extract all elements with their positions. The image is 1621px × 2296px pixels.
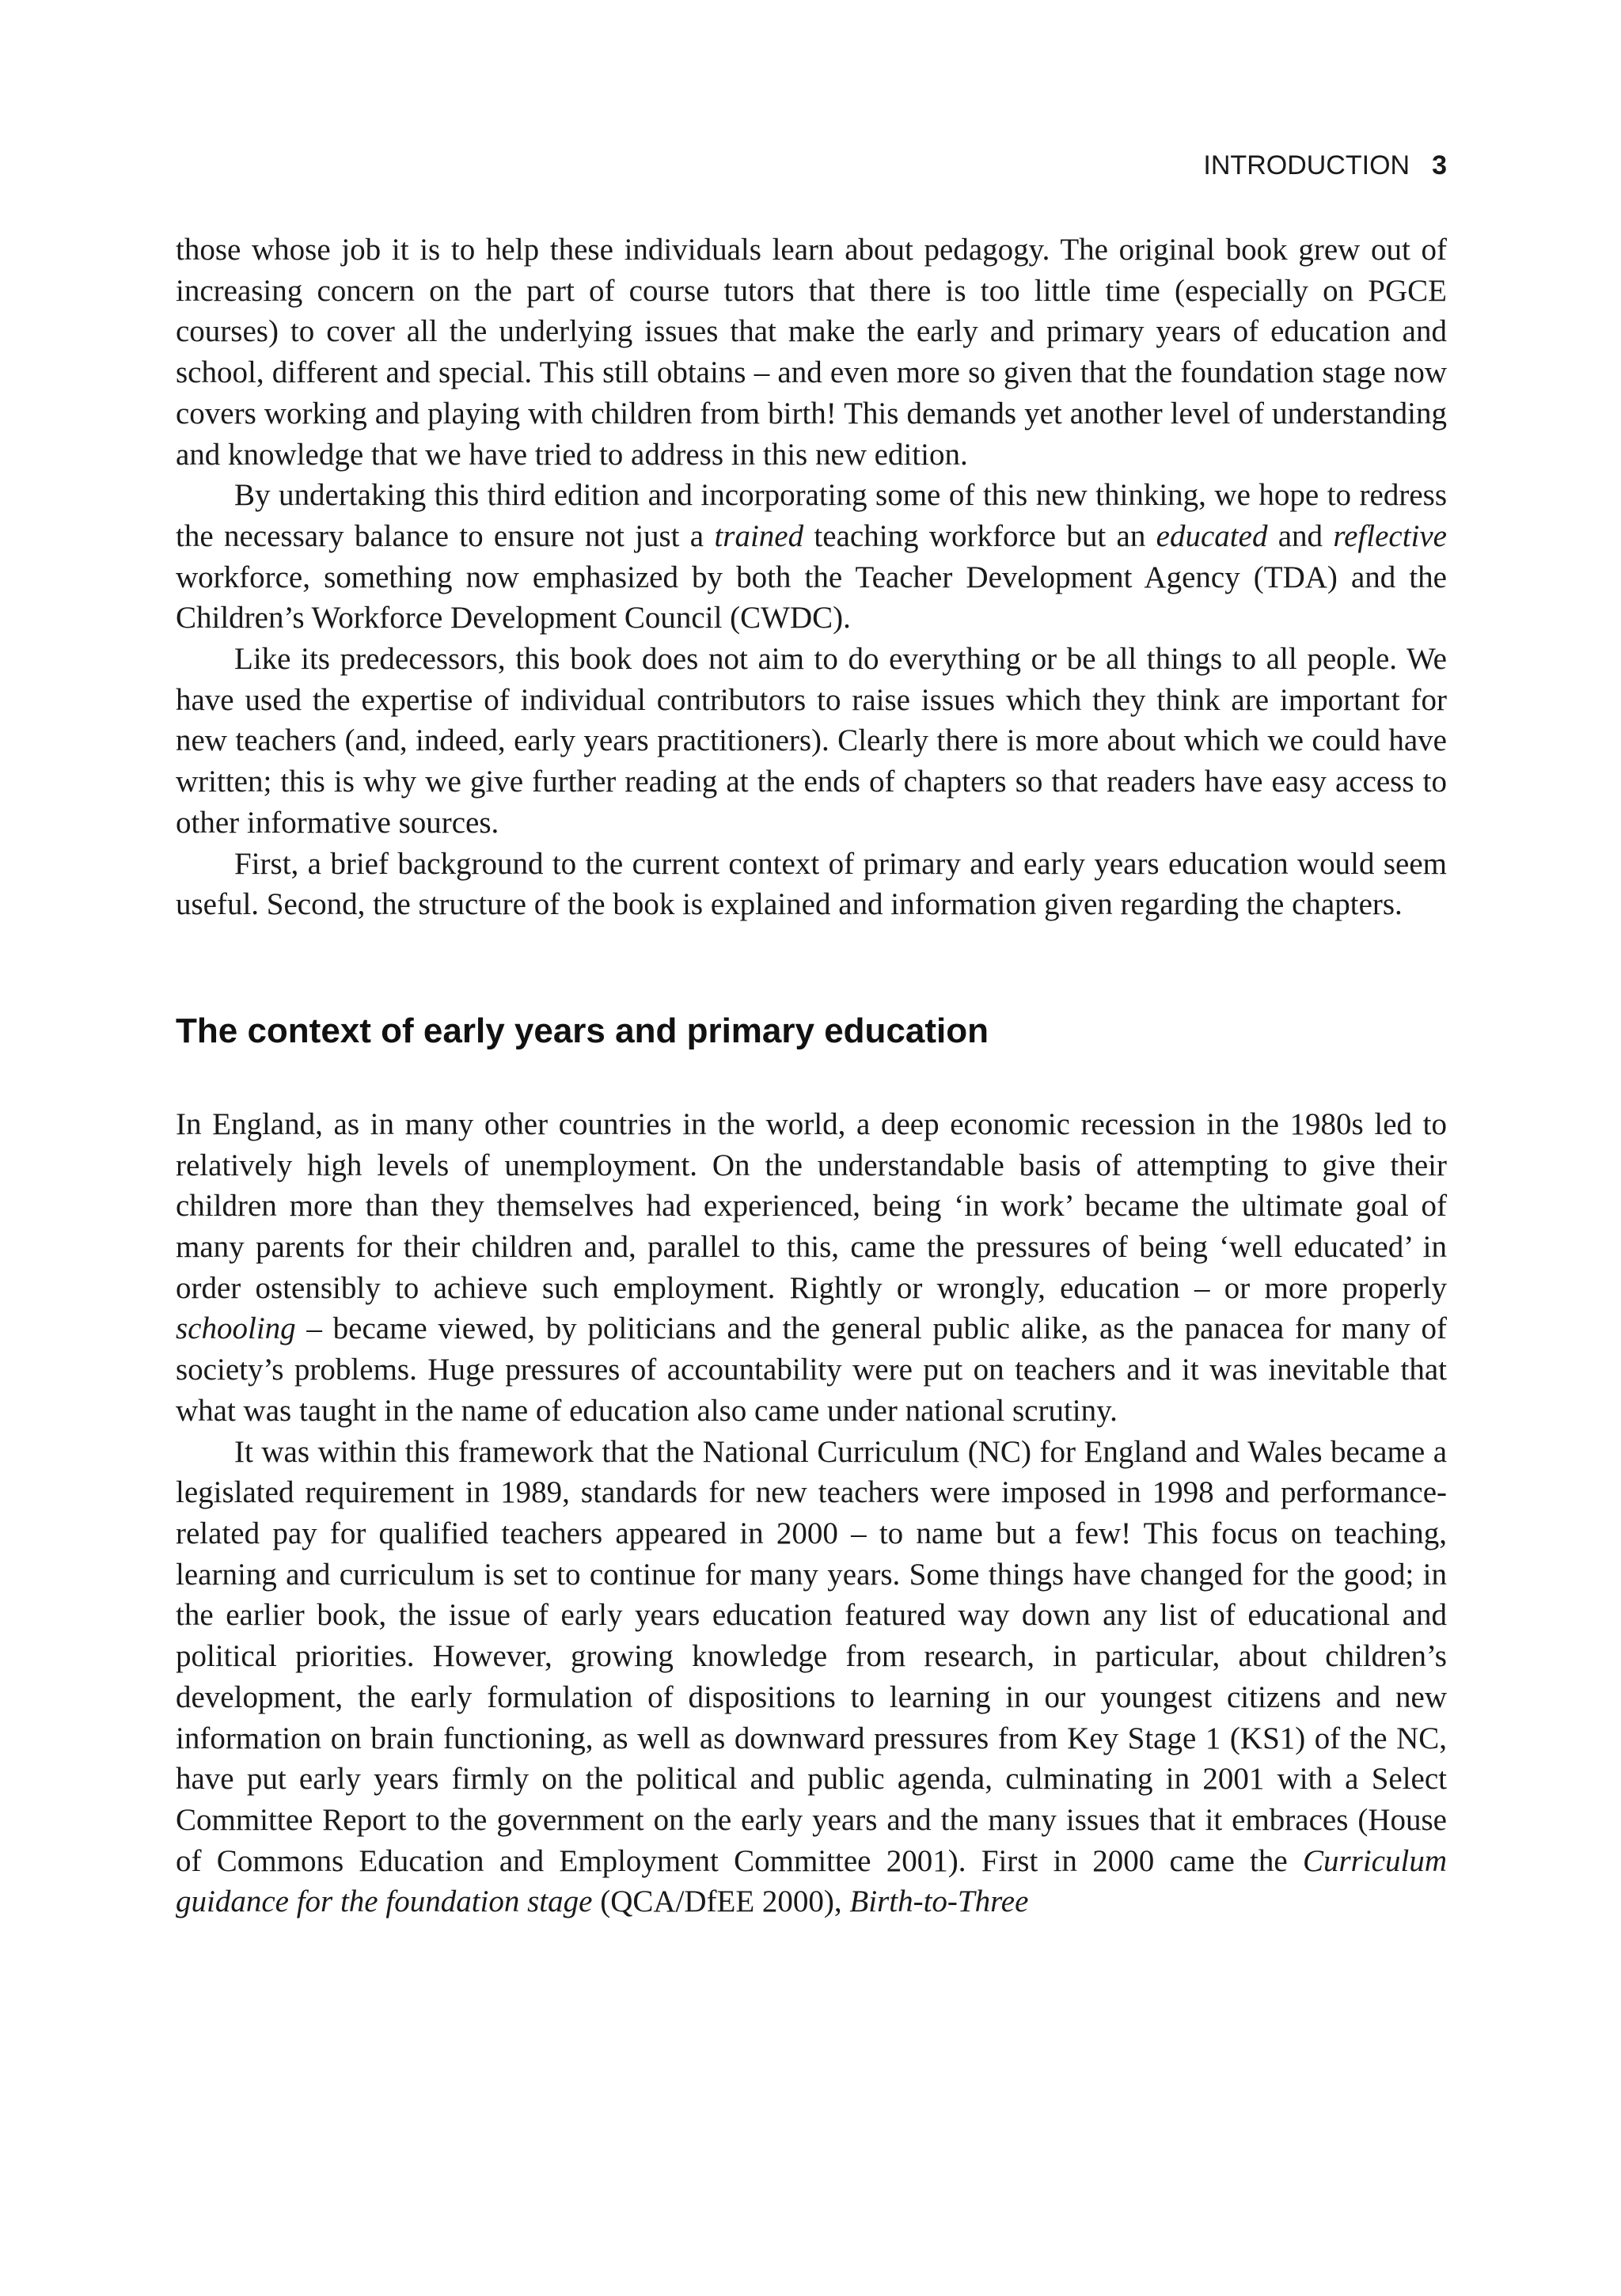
text-run: – became viewed, by politicians and the general public alike, as the panacea for many of society’s problems. Huge pressures of accountability were put on teachers and it was inevitable that what was taught in the name of education also came under national scrutiny. [176, 1311, 1447, 1428]
running-head-section: INTRODUCTION [1203, 150, 1410, 180]
text-run: workforce, something now emphasized by both the Teacher Development Agency (TDA) and the Children’s Workforce Development Council (CWDC). [176, 560, 1447, 636]
running-head [1203, 150, 1447, 181]
text-run: those whose job it is to help these individuals learn about pedagogy. The original book grew out of increasing concern on the part of course tutors that there is too little time (especially on PGCE courses) to cover all the underlying issues that make the early and primary years of education and school, different and special. This still obtains – and even more so given that the foundation stage now covers working and playing with children from birth! This demands yet another level of understanding and knowledge that we have tried to address in this new edition. [176, 233, 1447, 472]
italic-text: reflective [1333, 518, 1447, 553]
body-text [176, 230, 1447, 1922]
italic-text: Birth-to-Three [849, 1884, 1029, 1919]
paragraph [176, 639, 1447, 844]
text-run: By undertaking this third edition and incorporating some of this new thinking, we hope to redress the necessary balance to ensure not just a [176, 478, 1447, 553]
intro-paragraphs [176, 230, 1447, 925]
text-run: Like its predecessors, this book does not aim to do everything or be all things to all people. We have used the expertise of individual contributors to raise issues which they think are important for new teachers (and, indeed, early years practitioners). Clearly there is more about which we could have written; this is why we give further reading at the ends of chapters so that readers have easy access to other informative sources. [176, 642, 1447, 840]
italic-text: schooling [176, 1311, 296, 1346]
paragraph [176, 475, 1447, 639]
italic-text: trained [714, 518, 804, 553]
text-run: and [1267, 518, 1334, 553]
italic-text: educated [1156, 518, 1268, 553]
page-number: 3 [1432, 150, 1447, 180]
text-run: (QCA/DfEE 2000), [592, 1884, 850, 1919]
paragraph [176, 844, 1447, 925]
paragraph [176, 1432, 1447, 1922]
section-paragraphs [176, 1104, 1447, 1922]
paragraph [176, 1104, 1447, 1432]
section-heading: The context of early years and primary education [176, 1011, 989, 1050]
text-run: It was within this framework that the National Curriculum (NC) for England and Wales became a legislated requirement in 1989, standards for new teachers were imposed in 1998 and performance-related pay for qualified teachers appeared in 2000 – to name but a few! This focus on teaching, learning and curriculum is set to continue for many years. Some things have changed for the good; in the earlier book, the issue of early years education featured way down any list of educational and political priorities. However, growing knowledge from research, in particular, about children’s development, the early formulation of dispositions to learning in our youngest citizens and new information on brain functioning, as well as downward pressures from Key Stage 1 (KS1) of the NC, have put early years firmly on the political and public agenda, culminating in 2001 with a Select Committee Report to the government on the early years and the many issues that it embraces (House of Commons Education and Employment Committee 2001). First in 2000 came the [176, 1434, 1447, 1878]
italic-text: Curriculum guidance for the foundation stage [176, 1843, 1447, 1919]
text-run: teaching workforce but an [803, 518, 1156, 553]
text-run: First, a brief background to the current context of primary and early years education would seem useful. Second, the structure of the book is explained and information given regarding the chapters. [176, 846, 1447, 922]
text-run: In England, as in many other countries in the world, a deep economic recession in the 1980s led to relatively high levels of unemployment. On the understandable basis of attempting to give their children more than they themselves had experienced, being ‘in work’ became the ultimate goal of many parents for their children and, parallel to this, came the pressures of being ‘well educated’ in order ostensibly to achieve such employment. Rightly or wrongly, education – or more properly [176, 1106, 1447, 1305]
paragraph [176, 230, 1447, 475]
